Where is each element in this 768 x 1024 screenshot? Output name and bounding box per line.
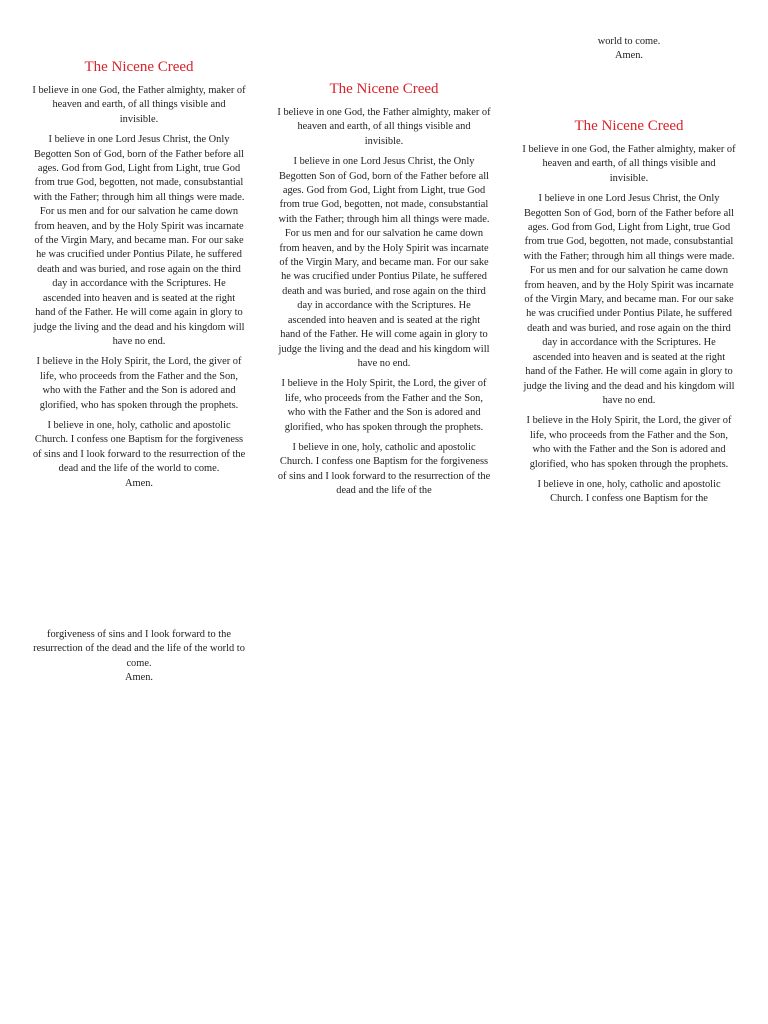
- creed-paragraph-god: I believe in one God, the Father almighty, maker of heaven and earth, of all things visible and invisible.: [522, 144, 736, 184]
- creed-tail-text: world to come.: [597, 36, 661, 47]
- creed-paragraph-spirit: I believe in the Holy Spirit, the Lord, the giver of life, who proceeds from the Father and the Son, who with the Father and the Son is adored and glorified, who has spoken through the prophets.: [36, 356, 242, 411]
- creed-paragraph-god: I believe in one God, the Father almighty, maker of heaven and earth, of all things visible and invisible.: [32, 85, 246, 125]
- creed-paragraph-christ: I believe in one Lord Jesus Christ, the Only Begotten Son of God, born of the Father before all ages. God from God, Light from Light, true God from true God, begotten, not made, consubstantial with the Father; through him all things were made. For us men and for our salvation he came down from heaven, and by the Holy Spirit was incarnate of the Virgin Mary, and became man. For our sake he was crucified under Pontius Pilate, he suffered death and was buried, and rose again on the third day in accordance with the Scriptures. He ascended into heaven and is seated at the right hand of the Father. He will come again in glory to judge the living and the dead and his kingdom will have no end.: [33, 134, 245, 347]
- creed-block-3: [522, 117, 736, 507]
- creed-paragraph-christ: I believe in one Lord Jesus Christ, the Only Begotten Son of God, born of the Father before all ages. God from God, Light from Light, true God from true God, begotten, not made, consubstantial with the Father; through him all things were made. For us men and for our salvation he came down from heaven, and by the Holy Spirit was incarnate of the Virgin Mary, and became man. For our sake he was crucified under Pontius Pilate, he suffered death and was buried, and rose again on the third day in accordance with the Scriptures. He ascended into heaven and is seated at the right hand of the Father. He will come again in glory to judge the living and the dead and his kingdom will have no end.: [523, 193, 735, 406]
- page-title: The Nicene Creed: [574, 118, 684, 134]
- creed-amen: Amen.: [125, 477, 153, 489]
- creed-overflow-tail-left: [32, 628, 246, 686]
- creed-block-2: [277, 80, 491, 499]
- page-title: The Nicene Creed: [329, 81, 439, 97]
- creed-amen: Amen.: [615, 50, 643, 62]
- creed-paragraph-church: I believe in one, holy, catholic and apostolic Church. I confess one Baptism for the forgiveness of sins and I look forward to the resurrection of the dead and the life of the world to come.: [32, 419, 246, 475]
- creed-paragraph-god: I believe in one God, the Father almighty, maker of heaven and earth, of all things visible and invisible.: [277, 107, 491, 147]
- creed-paragraph-church-partial: I believe in one, holy, catholic and apostolic Church. I confess one Baptism for the: [537, 478, 721, 505]
- creed-overflow-tail-right: [534, 35, 724, 64]
- creed-block-1: [32, 58, 246, 491]
- page-title: The Nicene Creed: [84, 59, 194, 75]
- creed-paragraph-spirit: I believe in the Holy Spirit, the Lord, the giver of life, who proceeds from the Father and the Son, who with the Father and the Son is adored and glorified, who has spoken through the prophets.: [281, 378, 487, 433]
- creed-paragraph-spirit: I believe in the Holy Spirit, the Lord, the giver of life, who proceeds from the Father and the Son, who with the Father and the Son is adored and glorified, who has spoken through the prophets.: [526, 415, 732, 470]
- creed-paragraph-christ: I believe in one Lord Jesus Christ, the Only Begotten Son of God, born of the Father before all ages. God from God, Light from Light, true God from true God, begotten, not made, consubstantial with the Father; through him all things were made. For us men and for our salvation he came down from heaven, and by the Holy Spirit was incarnate of the Virgin Mary, and became man. For our sake he was crucified under Pontius Pilate, he suffered death and was buried, and rose again on the third day in accordance with the Scriptures. He ascended into heaven and is seated at the right hand of the Father. He will come again in glory to judge the living and the dead and his kingdom will have no end.: [278, 156, 490, 369]
- creed-tail-text: forgiveness of sins and I look forward to the resurrection of the dead and the life of the world to come.: [33, 629, 245, 669]
- creed-paragraph-church-partial: I believe in one, holy, catholic and apostolic Church. I confess one Baptism for the forgiveness of sins and I look forward to the resurrection of the dead and the life of the: [277, 441, 491, 497]
- creed-amen: Amen.: [125, 672, 153, 684]
